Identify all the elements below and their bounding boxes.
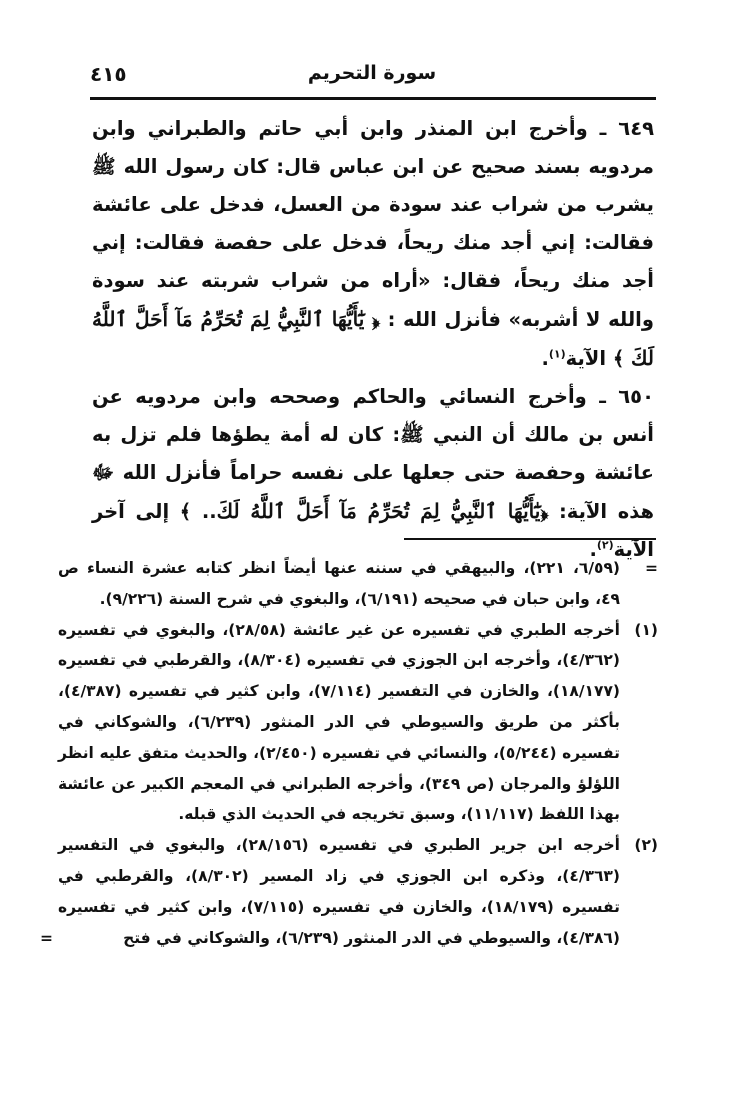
footnote-text: (٦/٥٩، ٢٢١)، والبيهقي في سننه عنها أيضاً انظر كتابه عشرة النساء ص ٤٩، وابن حبان في صحيحه (٦/١٩١)، والبغوي في شرح السنة (٩/٢٢٦).: [58, 559, 620, 608]
hadith-number: ٦٤٩: [618, 117, 655, 140]
footnotes: [40, 553, 658, 953]
hadith-number: ٦٥٠: [618, 385, 654, 408]
hadith-dash: ـ: [599, 385, 606, 408]
hadith-text-after: الآية: [565, 347, 607, 370]
page-header: [90, 60, 654, 94]
quran-close-brace: ﴾: [612, 347, 625, 370]
footnote-ref[interactable]: (١): [548, 347, 566, 361]
page-number: ٤١٥: [90, 62, 127, 86]
footnote-text: أخرجه ابن جرير الطبري في تفسيره (٢٨/١٥٦)، والبغوي في التفسير (٤/٣٦٣)، وذكره ابن الجوزي في زاد المسير (٨/٣٠٢)، والقرطبي في تفسيره (١٨/١٧٩)، والخازن في تفسيره (٧/١١٥)، وابن كثير في تفسيره (٤/٣٨٦)، والسيوطي في الدر المنثور (٦/٢٣٩)، والشوكاني في فتح: [58, 836, 620, 947]
footnote-mark: (٢): [634, 836, 658, 855]
quran-open-brace: ﴿: [371, 308, 380, 331]
hadith-end: .: [589, 538, 597, 561]
hadith-end: .: [541, 347, 549, 370]
quran-open-brace: ﴿: [540, 500, 549, 523]
hadith-dash: ـ: [599, 117, 607, 140]
quran-continuation: ..: [201, 500, 217, 523]
footnote-ref[interactable]: (٢): [596, 538, 614, 552]
footnote-text: أخرجه الطبري في تفسيره عن غير عائشة (٢٨/٥٨)، والبغوي في تفسيره (٤/٣٦٢)، وأخرجه ابن الجوزي في تفسيره (٨/٣٠٤)، والقرطبي في تفسيره (١٨/١٧٧)، والخازن في التفسير (٧/١١٤)، وابن كثير في تفسيره (٤/٣٨٧)، بأكثر من طريق والسيوطي في الدر المنثور (٦/٢٣٩)، والشوكاني في تفسيره (٥/٢٤٤)، والنسائي في تفسيره (٢/٤٥٠)، والحديث متفق عليه انظر اللؤلؤ والمرجان (ص ٣٤٩)، وأخرجه الطبراني في المعجم الكبير عن عائشة بهذا اللفظ (١١/١١٧)، وسبق تخريجه في الحديث الذي قبله.: [58, 620, 620, 824]
header-rule: [90, 97, 656, 100]
main-text: [92, 110, 654, 569]
footnote-2: [40, 830, 658, 953]
hadith-text: وأخرج النسائي والحاكم وصححه وابن مردويه عن أنس بن مالك أن النبي ﷺ: كان له أمة يطؤها فلم تزل به عائشة وحفصة حتى جعلها على نفسه حراماً فأنزل الله ﷻ هذه الآية:: [92, 385, 654, 523]
continuation-mark: =: [40, 928, 53, 947]
hadith-text: وأخرج ابن المنذر وابن أبي حاتم والطبراني وابن مردويه بسند صحيح عن ابن عباس قال: كان رسول الله ﷺ يشرب من شراب عند سودة من العسل، فدخل على عائشة فقالت: إني أجد منك ريحاً، فدخل على حفصة فقالت: إني أجد منك ريحاً، فقال: «أراه من شراب شربته عند سودة والله لا أشربه» فأنزل الله :: [92, 117, 654, 331]
footnote-separator: [404, 538, 656, 540]
quran-verse: يَٰٓأَيُّهَا ٱلنَّبِيُّ لِمَ تُحَرِّمُ مَآ أَحَلَّ ٱللَّهُ لَكَ: [92, 307, 654, 370]
hadith-649: [92, 110, 654, 378]
footnote-1: [58, 615, 658, 831]
quran-verse: يَٰٓأَيُّهَا ٱلنَّبِيُّ لِمَ تُحَرِّمُ مَآ أَحَلَّ ٱللَّهُ لَكَ: [216, 499, 541, 523]
footnote-mark: (١): [634, 620, 658, 639]
hadith-text-after: إلى آخر الآية: [92, 500, 654, 561]
footnote-continued: [58, 553, 658, 615]
footnote-mark: =: [645, 559, 658, 577]
hadith-650: [92, 378, 654, 569]
surah-title: سورة التحريم: [307, 62, 437, 84]
quran-close-brace: ﴾: [179, 500, 192, 523]
